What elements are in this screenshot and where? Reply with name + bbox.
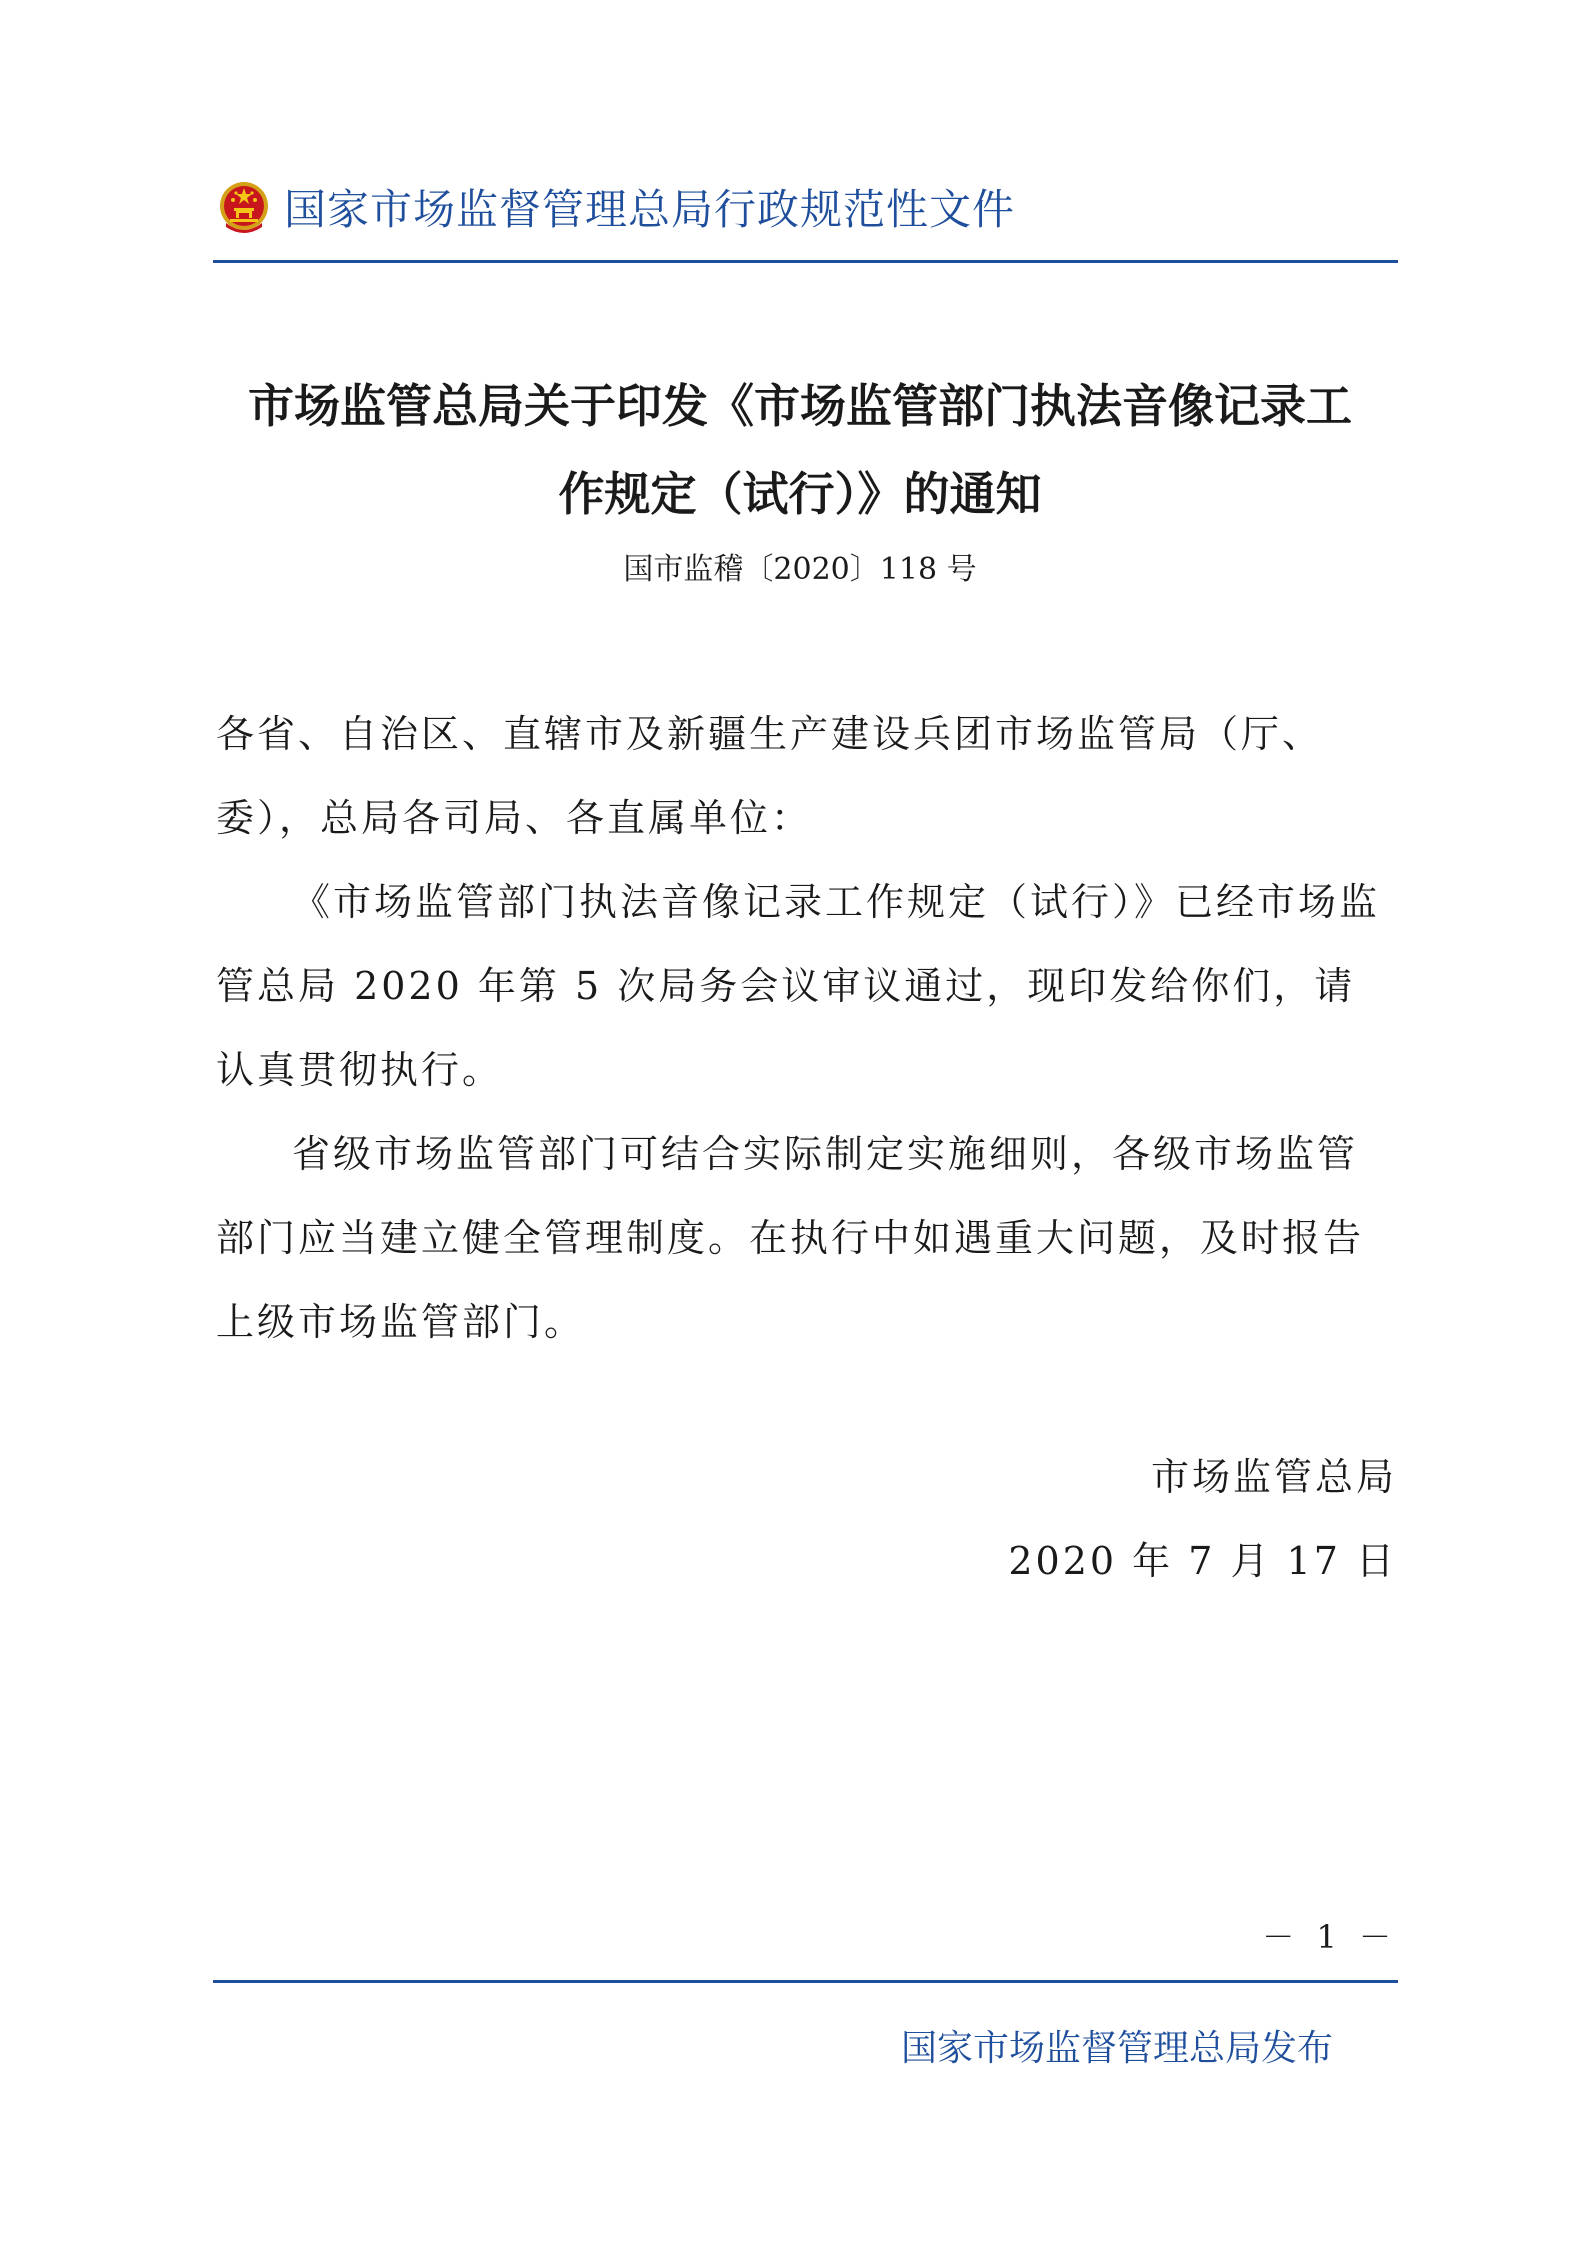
body-paragraph: 《市场监管部门执法音像记录工作规定（试行）》已经市场监管总局 2020 年第 5 次局务会议审议通过，现印发给你们，请认真贯彻执行。 <box>216 880 1381 1092</box>
document-header <box>216 172 1015 242</box>
signature-date: 2020 年 7 月 17 日 <box>1008 1539 1397 1583</box>
page-number: － 1 － <box>1262 1918 1397 1956</box>
header-title: 国家市场监督管理总局行政规范性文件 <box>284 185 1016 234</box>
document-title <box>200 362 1400 538</box>
body-paragraph: 省级市场监管部门可结合实际制定实施细则，各级市场监管部门应当建立健全管理制度。在执行中如遇重大问题，及时报告上级市场监管部门。 <box>216 1132 1365 1344</box>
document-number: 国市监稽〔2020〕118 号 <box>623 552 977 587</box>
national-emblem-icon <box>216 179 272 235</box>
footer-publisher: 国家市场监督管理总局发布 <box>900 2028 1333 2069</box>
signature-organization: 市场监管总局 <box>1150 1455 1397 1499</box>
document-title-line1: 市场监管总局关于印发《市场监管部门执法音像记录工 <box>248 379 1352 433</box>
document-title-line2: 作规定（试行）》的通知 <box>558 467 1042 521</box>
header-divider <box>213 260 1398 263</box>
salutation: 各省、自治区、直辖市及新疆生产建设兵团市场监管局（厅、委），总局各司局、各直属单位： <box>216 712 1324 840</box>
footer-divider <box>213 1980 1398 1983</box>
